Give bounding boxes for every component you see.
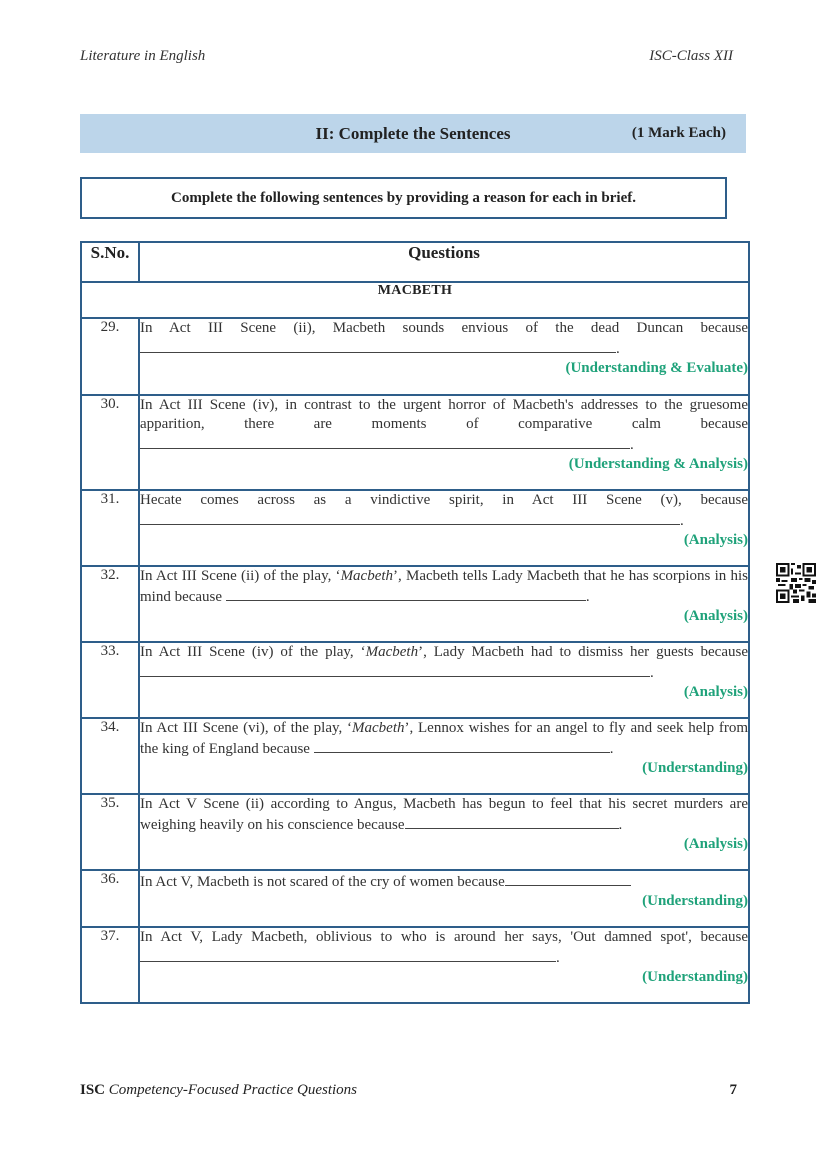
answer-blank <box>140 434 630 449</box>
play-title: Macbeth <box>365 644 419 660</box>
competency-tag: (Analysis) <box>683 836 748 852</box>
competency-tag: (Analysis) <box>683 532 748 548</box>
answer-blank <box>140 510 680 525</box>
subheading-row <box>81 282 749 318</box>
question-text-end: . <box>556 950 560 966</box>
question-text-part: Hecate comes across as a vindictive spirit, in Act III Scene (v), because <box>140 492 748 508</box>
question-text-part: In Act V Scene (ii) according to Angus, Macbeth has begun to feel that his secret murders are weighing heavily on his conscience because <box>140 796 748 833</box>
question-text <box>140 567 748 607</box>
answer-blank <box>405 814 619 829</box>
question-cell <box>139 794 749 870</box>
questions-table <box>80 241 750 1004</box>
running-footer <box>80 1082 737 1099</box>
question-text-end: . <box>618 817 623 833</box>
table-row <box>81 794 749 870</box>
table-row <box>81 642 749 718</box>
question-text <box>140 719 748 759</box>
question-number: 36. <box>81 870 139 927</box>
question-cell <box>139 927 749 1003</box>
answer-blank <box>314 738 610 753</box>
header-right: ISC-Class XII <box>649 48 733 64</box>
question-text <box>140 795 748 835</box>
question-cell <box>139 318 749 395</box>
question-text-part: In Act III Scene (ii) of the play, ‘ <box>140 568 341 584</box>
table-row <box>81 927 749 1003</box>
question-text-end: . <box>609 741 614 757</box>
column-header-questions: Questions <box>139 242 749 282</box>
answer-blank <box>505 871 631 886</box>
answer-blank <box>140 947 556 962</box>
competency-tag: (Analysis) <box>683 608 748 624</box>
table-row <box>81 566 749 642</box>
qr-code-icon[interactable] <box>776 563 816 603</box>
footer-brand: ISC <box>80 1082 106 1098</box>
answer-blank <box>140 338 616 353</box>
question-text-part: ’, Lady Macbeth had to dismiss her guests because <box>418 644 748 660</box>
footer-title-group <box>80 1082 357 1099</box>
question-number: 29. <box>81 318 139 395</box>
competency-tag: (Understanding) <box>642 760 748 776</box>
question-text-end: . <box>585 589 590 605</box>
question-text-part: In Act III Scene (iv), in contrast to the urgent horror of Macbeth's addresses to the gruesome apparition, there are moments of comparative calm because <box>140 397 748 432</box>
question-number: 34. <box>81 718 139 794</box>
question-text-part: In Act III Scene (ii), Macbeth sounds envious of the dead Duncan because <box>140 320 748 336</box>
question-cell <box>139 566 749 642</box>
answer-blank <box>226 586 586 601</box>
question-text-end: . <box>616 341 620 357</box>
question-text-end: . <box>650 665 654 681</box>
page-number: 7 <box>729 1082 737 1098</box>
table-row <box>81 870 749 927</box>
competency-tag: (Understanding & Analysis) <box>568 456 748 472</box>
answer-blank <box>140 662 650 677</box>
question-text <box>140 491 748 531</box>
question-cell <box>139 870 749 927</box>
table-row <box>81 718 749 794</box>
table-row <box>81 490 749 566</box>
question-text-part: In Act V, Lady Macbeth, oblivious to who is around her says, 'Out damned spot', because <box>140 929 748 945</box>
question-text <box>140 396 748 455</box>
play-title: Macbeth <box>340 568 394 584</box>
table-subheading: MACBETH <box>81 282 749 318</box>
question-text-part: ’, Lennox wishes for an angel to fly and seek help from the king of England because <box>140 720 749 757</box>
footer-title: Competency-Focused Practice Questions <box>108 1082 358 1098</box>
competency-tag: (Understanding) <box>642 969 748 985</box>
question-text <box>140 643 748 683</box>
question-cell <box>139 490 749 566</box>
instruction-box <box>80 177 727 219</box>
question-text-part: In Act III Scene (vi), of the play, ‘ <box>140 720 353 736</box>
question-text <box>140 871 748 892</box>
question-number: 30. <box>81 395 139 490</box>
question-number: 32. <box>81 566 139 642</box>
question-cell <box>139 642 749 718</box>
competency-tag: (Understanding) <box>642 893 748 909</box>
column-header-sno: S.No. <box>81 242 139 282</box>
running-header <box>80 48 733 65</box>
question-text-part: In Act V, Macbeth is not scared of the cry of women because <box>140 874 505 890</box>
question-text-part: ’, Macbeth tells Lady Macbeth that he has scorpions in his mind because <box>140 568 748 605</box>
competency-tag: (Analysis) <box>683 684 748 700</box>
instruction-text: Complete the following sentences by providing a reason for each in brief. <box>171 189 636 206</box>
section-marks: (1 Mark Each) <box>631 125 726 141</box>
question-text <box>140 319 748 359</box>
question-number: 31. <box>81 490 139 566</box>
header-left: Literature in English <box>80 48 206 64</box>
question-number: 33. <box>81 642 139 718</box>
question-number: 37. <box>81 927 139 1003</box>
question-cell <box>139 395 749 490</box>
question-text-end: . <box>680 513 684 529</box>
play-title: Macbeth <box>352 720 405 736</box>
table-row <box>81 395 749 490</box>
section-banner <box>80 114 746 153</box>
question-text <box>140 928 748 968</box>
question-text-end: . <box>630 437 634 453</box>
section-title: II: Complete the Sentences <box>315 123 511 143</box>
question-number: 35. <box>81 794 139 870</box>
table-header-row <box>81 242 749 282</box>
question-cell <box>139 718 749 794</box>
question-text-part: In Act III Scene (iv) of the play, ‘ <box>140 644 366 660</box>
table-row <box>81 318 749 395</box>
competency-tag: (Understanding & Evaluate) <box>565 360 748 376</box>
